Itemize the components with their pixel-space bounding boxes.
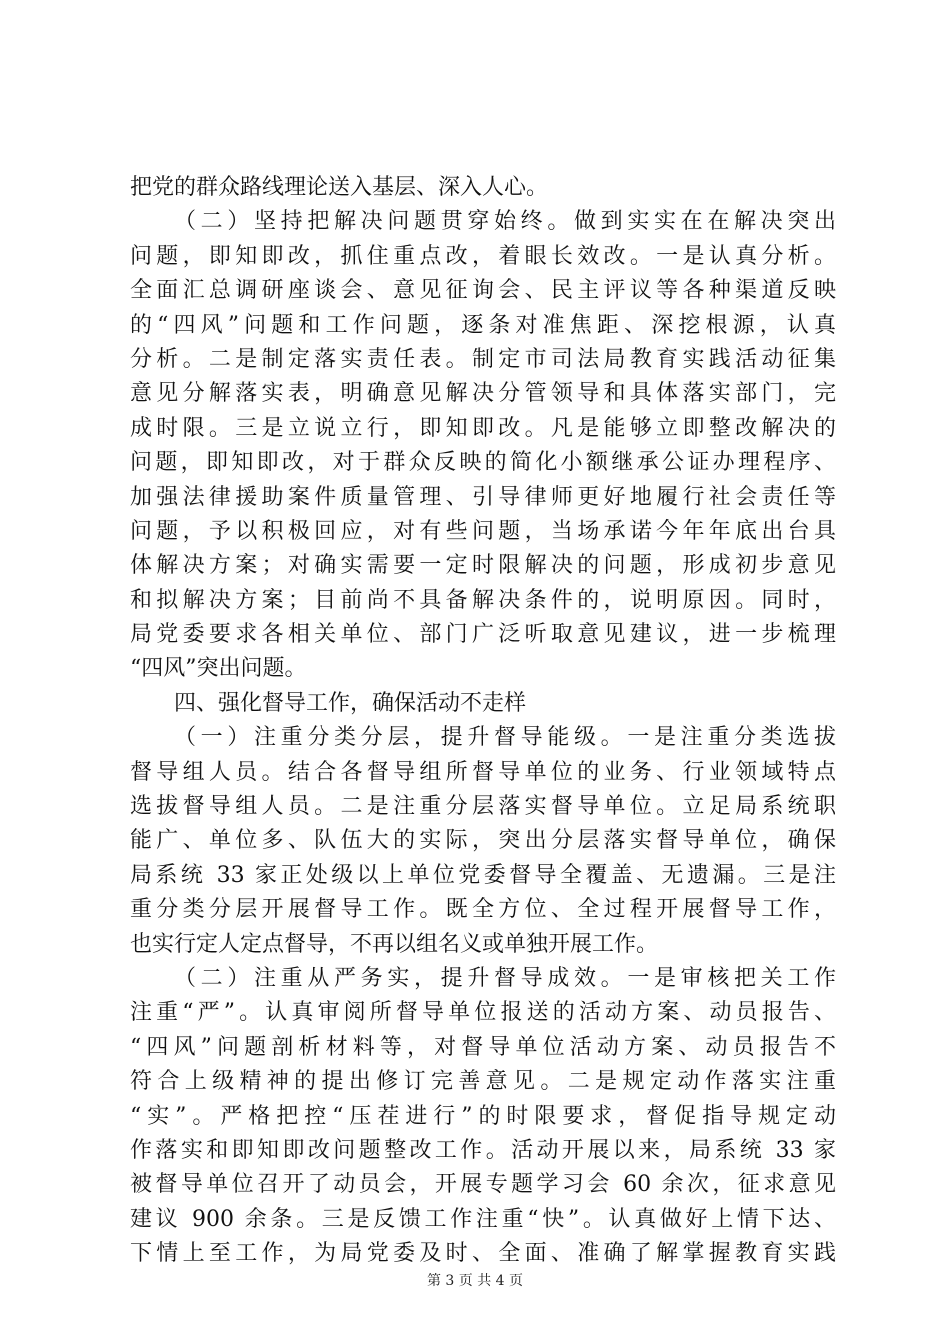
text-line: 四、强化督导工作，确保活动不走样: [174, 690, 527, 716]
page-footer: 第 3 页 共 4 页: [426, 1273, 524, 1289]
text-line: 体解决方案；对确实需要一定时限解决的问题，形成初步意见: [130, 553, 836, 579]
text-line: 局系统 33 家正处级以上单位党委督导全覆盖、无遗漏。三是注: [130, 862, 836, 888]
text-line: 符合上级精神的提出修订完善意见。二是规定动作落实注重: [130, 1069, 836, 1095]
text-line: 分析。二是制定落实责任表。制定市司法局教育实践活动征集: [130, 346, 836, 372]
text-line: 选拔督导组人员。二是注重分层落实督导单位。立足局系统职: [130, 794, 836, 820]
text-line: 督导组人员。结合各督导组所督导单位的业务、行业领域特点: [130, 759, 836, 785]
document-body: [130, 171, 836, 1272]
text-line: 问题，予以积极回应，对有些问题，当场承诺今年年底出台具: [130, 518, 836, 544]
text-line: “实”。严格把控“压茬进行”的时限要求，督促指导规定动: [130, 1103, 836, 1129]
text-line: 被督导单位召开了动员会，开展专题学习会 60 余次，征求意见: [130, 1172, 836, 1198]
text-line: 加强法律援助案件质量管理、引导律师更好地履行社会责任等: [130, 484, 836, 510]
text-line: 问题，即知即改，对于群众反映的简化小额继承公证办理程序、: [130, 450, 836, 476]
text-line: 建议 900 余条。三是反馈工作注重“快”。认真做好上情下达、: [130, 1206, 836, 1232]
text-line: “四风”突出问题。: [130, 656, 307, 682]
text-line: （二）坚持把解决问题贯穿始终。做到实实在在解决突出: [174, 209, 836, 235]
text-line: 的“四风”问题和工作问题，逐条对准焦距、深挖根源，认真: [130, 312, 836, 338]
text-line: 作落实和即知即改问题整改工作。活动开展以来，局系统 33 家: [130, 1137, 836, 1163]
text-line: 注重“严”。认真审阅所督导单位报送的活动方案、动员报告、: [130, 1000, 836, 1026]
text-line: 能广、单位多、队伍大的实际，突出分层落实督导单位，确保: [130, 828, 836, 854]
text-line: 把党的群众路线理论送入基层、深入人心。: [130, 175, 549, 200]
text-line: （二）注重从严务实，提升督导成效。一是审核把关工作: [174, 965, 836, 991]
text-line: 局党委要求各相关单位、部门广泛听取意见建议，进一步梳理: [130, 622, 836, 648]
text-line: 意见分解落实表，明确意见解决分管领导和具体落实部门，完: [130, 381, 836, 407]
text-line: 全面汇总调研座谈会、意见征询会、民主评议等各种渠道反映: [130, 278, 836, 304]
text-line: 问题，即知即改，抓住重点改，着眼长效改。一是认真分析。: [130, 243, 836, 269]
text-line: 和拟解决方案；目前尚不具备解决条件的，说明原因。同时，: [130, 587, 836, 613]
text-line: 下情上至工作，为局党委及时、全面、准确了解掌握教育实践: [130, 1241, 836, 1267]
text-line: 成时限。三是立说立行，即知即改。凡是能够立即整改解决的: [130, 415, 836, 441]
text-line: 也实行定人定点督导，不再以组名义或单独开展工作。: [130, 931, 659, 957]
text-line: “四风”问题剖析材料等，对督导单位活动方案、动员报告不: [130, 1034, 836, 1060]
text-line: （一）注重分类分层，提升督导能级。一是注重分类选拔: [174, 725, 836, 751]
text-line: 重分类分层开展督导工作。既全方位、全过程开展督导工作，: [130, 897, 836, 923]
